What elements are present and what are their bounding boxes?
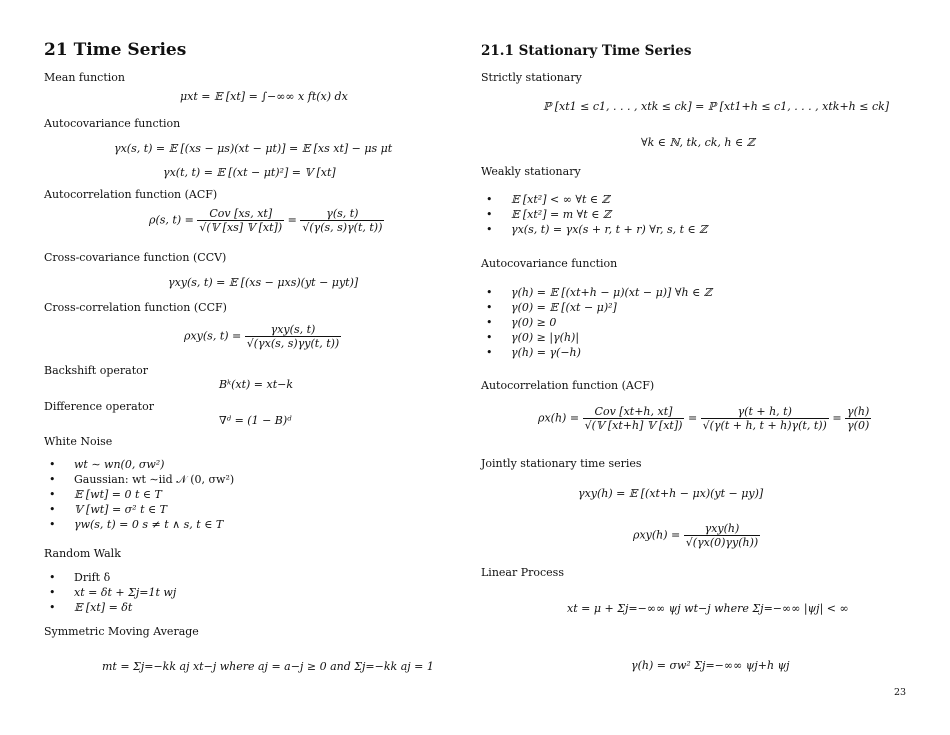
linear-process-equation-1: xt = μ + Σj=−∞∞ ψj wt−j where Σj=−∞∞ |ψj| < ∞ [567, 602, 849, 615]
acf-denominator-1: √(𝕍 [xt+h] 𝕍 [xt]) [584, 419, 683, 432]
ccv-equation: γxy(s, t) = 𝔼 [(xs − μxs)(yt − μyt)] [168, 276, 359, 289]
list-item: • 𝔼 [wt] = 0 t ∈ T [44, 487, 234, 502]
list-item: • γx(s, t) = γx(s + r, t + r) ∀r, s, t ∈ ℤ [481, 222, 707, 237]
joint-numerator: γxy(h) [684, 522, 760, 536]
joint-equation-2 [633, 522, 760, 549]
acf-numerator-2: γ(t + h, t) [701, 405, 829, 419]
acf-equals: = [287, 213, 297, 227]
strict-condition: ∀k ∈ ℕ, tk, ck, h ∈ ℤ [641, 136, 755, 149]
list-item: • 𝔼 [xt²] < ∞ ∀t ∈ ℤ [481, 192, 707, 207]
acf-equation [149, 207, 384, 234]
strict-label: Strictly stationary [481, 71, 582, 84]
mean-function-label: Mean function [44, 71, 125, 84]
list-item: • γ(0) ≥ 0 [481, 315, 712, 330]
list-item: • Gaussian: wt ∼iid 𝒩 (0, σw²) [44, 472, 234, 487]
autocovariance-list [481, 285, 712, 360]
white-noise-label: White Noise [44, 435, 113, 448]
acf-lhs: ρ(s, t) = [149, 213, 194, 227]
ccf-numerator: γxy(s, t) [245, 323, 341, 337]
section-title: 21 Time Series [44, 40, 187, 60]
mean-function-equation: μxt = 𝔼 [xt] = ∫−∞∞ x ft(x) dx [180, 90, 348, 103]
list-item: • 𝕍 [wt] = σ² t ∈ T [44, 502, 234, 517]
list-item: • γw(s, t) = 0 s ≠ t ∧ s, t ∈ T [44, 517, 234, 532]
sma-label: Symmetric Moving Average [44, 625, 199, 638]
backshift-label: Backshift operator [44, 364, 148, 377]
ccf-denominator: √(γx(s, s)γy(t, t)) [246, 337, 340, 350]
acf-equation [538, 405, 871, 432]
subsection-title: 21.1 Stationary Time Series [481, 43, 692, 59]
ccv-label: Cross-covariance function (CCV) [44, 251, 227, 264]
acf-denominator-2: √(γ(s, s)γ(t, t)) [302, 221, 383, 234]
acf-fraction-3 [845, 405, 871, 432]
autocovariance-equation-1: γx(s, t) = 𝔼 [(xs − μs)(xt − μt)] = 𝔼 [xs xt] − μs μt [114, 142, 393, 155]
acf-denominator-2: √(γ(t + h, t + h)γ(t, t)) [702, 419, 827, 432]
acf-label: Autocorrelation function (ACF) [481, 379, 655, 392]
weak-label: Weakly stationary [481, 165, 581, 178]
acf-fraction-2 [701, 405, 829, 432]
acf-label: Autocorrelation function (ACF) [44, 188, 218, 201]
list-item: • xt = δt + Σj=1t wj [44, 585, 176, 600]
joint-label: Jointly stationary time series [481, 457, 642, 470]
autocovariance-equation-2: γx(t, t) = 𝔼 [(xt − μt)²] = 𝕍 [xt] [163, 166, 336, 179]
acf-denominator-1: √(𝕍 [xs] 𝕍 [xt]) [199, 221, 283, 234]
acf-fraction-1 [197, 207, 284, 234]
difference-label: Difference operator [44, 400, 154, 413]
white-noise-list [44, 457, 234, 532]
acf-fraction-1 [583, 405, 685, 432]
list-item: • wt ∼ wn(0, σw²) [44, 457, 234, 472]
linear-process-equation-2: γ(h) = σw² Σj=−∞∞ ψj+h ψj [631, 659, 790, 672]
page-number: 23 [894, 687, 907, 698]
joint-fraction [684, 522, 760, 549]
list-item: • γ(h) = 𝔼 [(xt+h − μ)(xt − μ)] ∀h ∈ ℤ [481, 285, 712, 300]
weak-list [481, 192, 707, 237]
ccf-lhs: ρxy(s, t) = [184, 329, 242, 343]
acf-equals-1: = [687, 411, 698, 425]
difference-equation: ∇ᵈ = (1 − B)ᵈ [219, 414, 292, 427]
acf-numerator-2: γ(s, t) [300, 207, 384, 221]
list-item: • Drift δ [44, 570, 176, 585]
joint-denominator: √(γx(0)γy(h)) [685, 536, 759, 549]
ccf-equation [184, 323, 341, 350]
autocovariance-label: Autocovariance function [481, 257, 618, 270]
list-item: • γ(0) = 𝔼 [(xt − μ)²] [481, 300, 712, 315]
autocovariance-label: Autocovariance function [44, 117, 181, 130]
backshift-equation: Bᵏ(xt) = xt−k [219, 378, 294, 391]
acf-numerator-3: γ(h) [847, 405, 870, 418]
ccf-fraction [245, 323, 341, 350]
random-walk-label: Random Walk [44, 547, 121, 560]
acf-fraction-2 [300, 207, 384, 234]
list-item: • γ(h) = γ(−h) [481, 345, 712, 360]
list-item: • γ(0) ≥ |γ(h)| [481, 330, 712, 345]
acf-lhs: ρx(h) = [538, 411, 580, 425]
strict-equation: ℙ [xt1 ≤ c1, . . . , xtk ≤ ck] = ℙ [xt1+h ≤ c1, . . . , xtk+h ≤ ck] [543, 100, 890, 113]
joint-lhs: ρxy(h) = [633, 528, 681, 542]
list-item: • 𝔼 [xt²] = m ∀t ∈ ℤ [481, 207, 707, 222]
joint-equation-1: γxy(h) = 𝔼 [(xt+h − μx)(yt − μy)] [578, 487, 764, 500]
ccf-label: Cross-correlation function (CCF) [44, 301, 227, 314]
acf-equals-2: = [832, 411, 842, 425]
linear-process-label: Linear Process [481, 566, 564, 579]
list-item: • 𝔼 [xt] = δt [44, 600, 176, 615]
acf-numerator-1: Cov [xt+h, xt] [583, 405, 685, 419]
sma-equation: mt = Σj=−kk aj xt−j where aj = a−j ≥ 0 and Σj=−kk aj = 1 [102, 660, 434, 673]
acf-numerator-1: Cov [xs, xt] [197, 207, 284, 221]
random-walk-list [44, 570, 176, 615]
acf-denominator-3: γ(0) [847, 419, 870, 432]
